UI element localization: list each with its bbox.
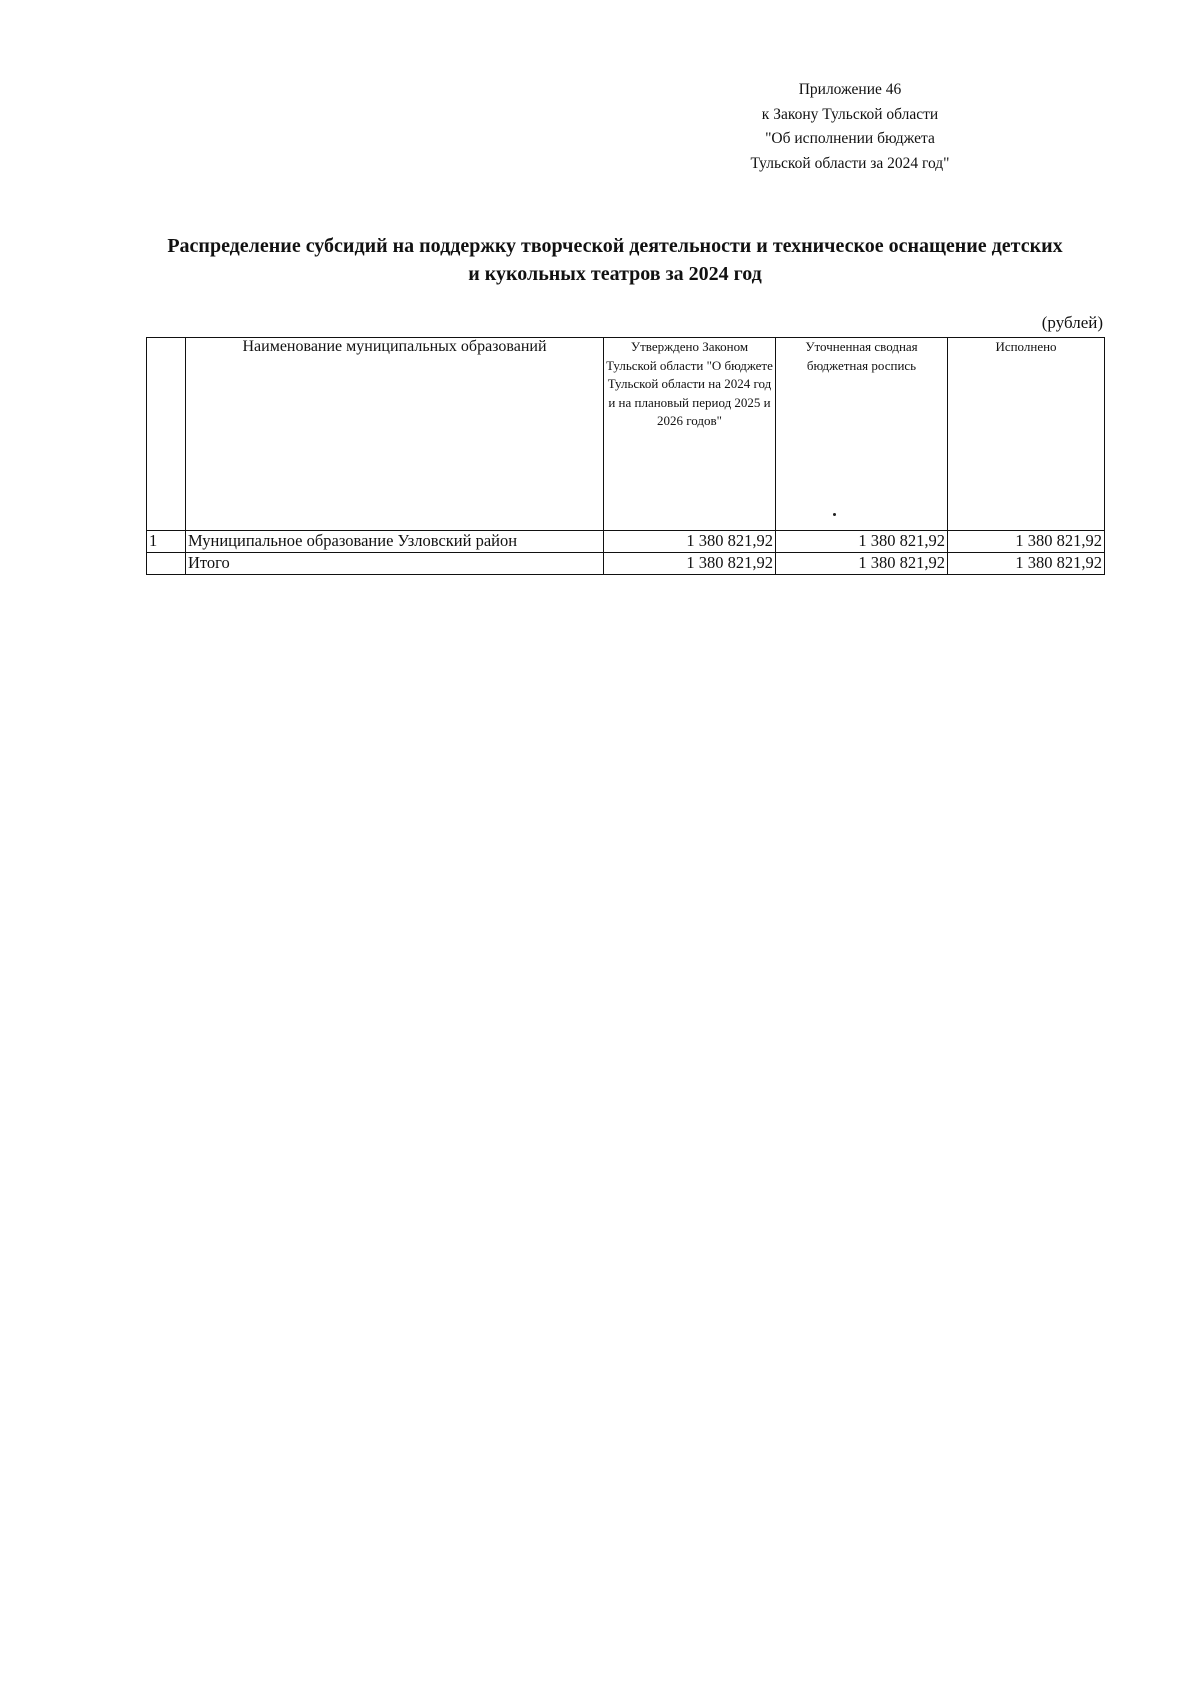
appendix-line-4: Тульской области за 2024 год" [750,154,950,172]
row-executed-value: 1 380 821,92 [948,531,1105,553]
appendix-line-2: к Закону Тульской области [761,105,939,123]
appendix-header [700,78,1000,176]
document-title [120,232,1110,288]
total-executed-value: 1 380 821,92 [948,553,1105,575]
table-row [147,531,1105,553]
scan-artifact-dot [833,513,836,516]
row-refined-value: 1 380 821,92 [776,531,948,553]
appendix-line-1: Приложение 46 [798,81,902,98]
row-index: 1 [147,531,186,553]
row-municipality-name: Муниципальное образование Узловский район [186,531,604,553]
subsidy-table [146,337,1105,575]
appendix-line-3: "Об исполнении бюджета [765,130,935,147]
unit-label: (рублей) [1041,313,1103,332]
header-executed: Исполнено [948,338,1105,531]
header-index [147,338,186,531]
title-line-1: Распределение субсидий на поддержку творческой деятельности и техническое оснащение детских [167,235,1063,257]
total-refined-value: 1 380 821,92 [776,553,948,575]
title-line-2: и кукольных театров за 2024 год [468,263,762,285]
total-index [147,553,186,575]
total-label: Итого [186,553,604,575]
total-row [147,553,1105,575]
header-refined: Уточненная сводная бюджетная роспись [776,338,948,531]
header-municipality-name: Наименование муниципальных образований [186,338,604,531]
row-approved-value: 1 380 821,92 [604,531,776,553]
table-header-row [147,338,1105,531]
total-approved-value: 1 380 821,92 [604,553,776,575]
header-approved: Утверждено Законом Тульской области "О бюджете Тульской области на 2024 год и на плановый период 2025 и 2026 годов" [604,338,776,531]
